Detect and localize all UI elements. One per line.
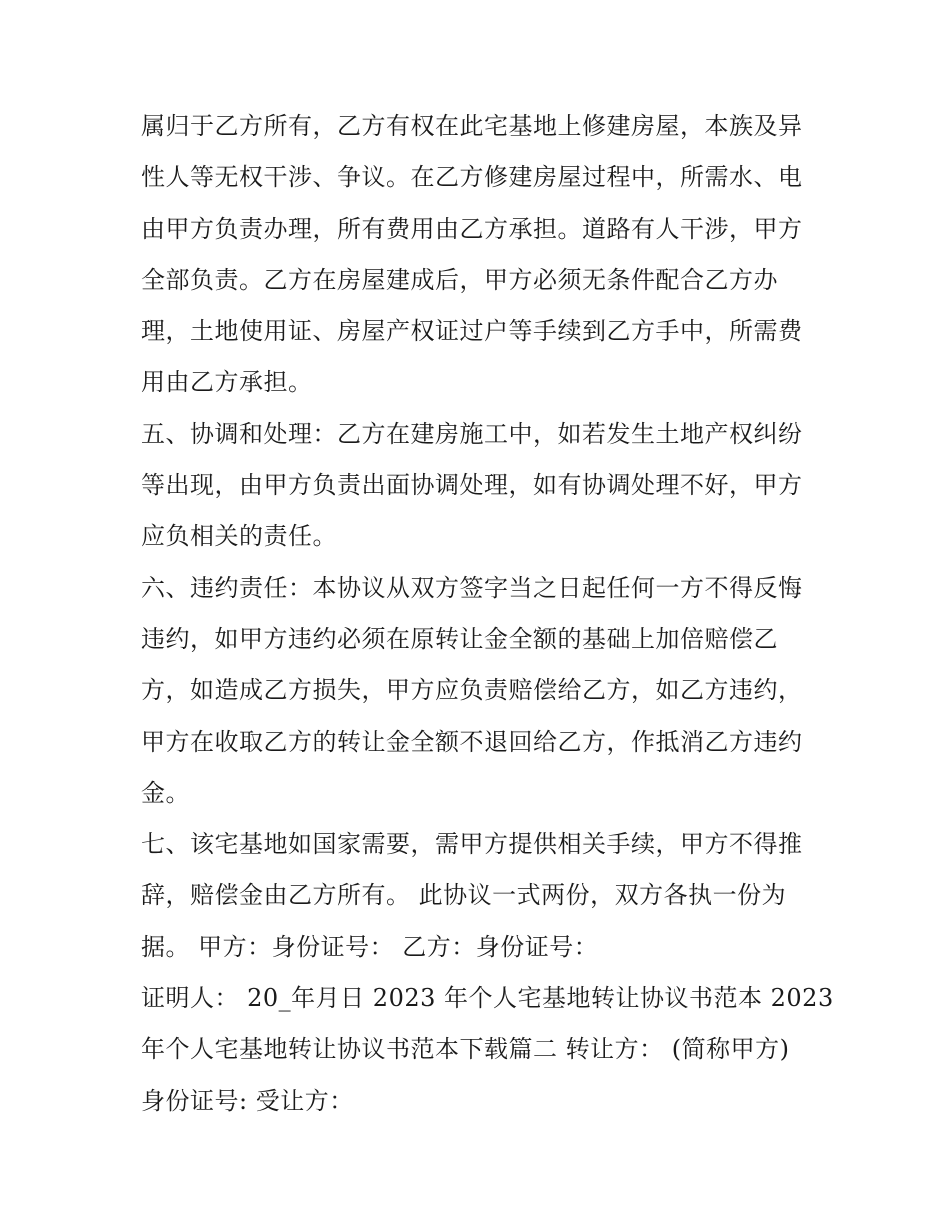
text-line: 身份证号: 受让方： bbox=[141, 1086, 354, 1115]
text-line: 七、该宅基地如国家需要，需甲方提供相关手续，甲方不得推 bbox=[141, 830, 803, 859]
text-line: 性人等无权干涉、争议。在乙方修建房屋过程中，所需水、电 bbox=[141, 163, 803, 192]
text-line: 用由乙方承担。 bbox=[141, 368, 313, 397]
text-line: 全部负责。乙方在房屋建成后，甲方必须无条件配合乙方办 bbox=[141, 265, 778, 294]
text-line: 违约，如甲方违约必须在原转让金全额的基础上加倍赔偿乙 bbox=[141, 624, 778, 653]
document-body bbox=[141, 101, 834, 1127]
text-line: 属归于乙方所有，乙方有权在此宅基地上修建房屋，本族及异 bbox=[141, 112, 803, 140]
text-line: 等出现，由甲方负责出面协调处理，如有协调处理不好，甲方 bbox=[141, 471, 803, 500]
text-line: 年个人宅基地转让协议书范本下载篇二 转让方： (简称甲方) bbox=[141, 1035, 790, 1064]
text-line: 由甲方负责办理，所有费用由乙方承担。道路有人干涉，甲方 bbox=[141, 214, 803, 243]
text-line: 辞，赔偿金由乙方所有。 此协议一式两份，双方各执一份为 bbox=[141, 881, 787, 910]
text-line: 应负相关的责任。 bbox=[141, 522, 337, 551]
text-line: 理，土地使用证、房屋产权证过户等手续到乙方手中，所需费 bbox=[141, 317, 803, 346]
text-line: 六、违约责任：本协议从双方签字当之日起任何一方不得反悔 bbox=[141, 573, 803, 602]
text-line: 五、协调和处理：乙方在建房施工中，如若发生土地产权纠纷 bbox=[141, 419, 803, 448]
text-line: 金。 bbox=[141, 778, 190, 807]
text-line: 据。 甲方：身份证号： 乙方：身份证号： bbox=[141, 932, 599, 961]
text-line: 甲方在收取乙方的转让金全额不退回给乙方，作抵消乙方违约 bbox=[141, 727, 803, 756]
text-line: 证明人： 20_年月日 2023 年个人宅基地转让协议书范本 2023 bbox=[141, 984, 834, 1013]
text-line: 方，如造成乙方损失，甲方应负责赔偿给乙方，如乙方违约， bbox=[141, 676, 803, 705]
